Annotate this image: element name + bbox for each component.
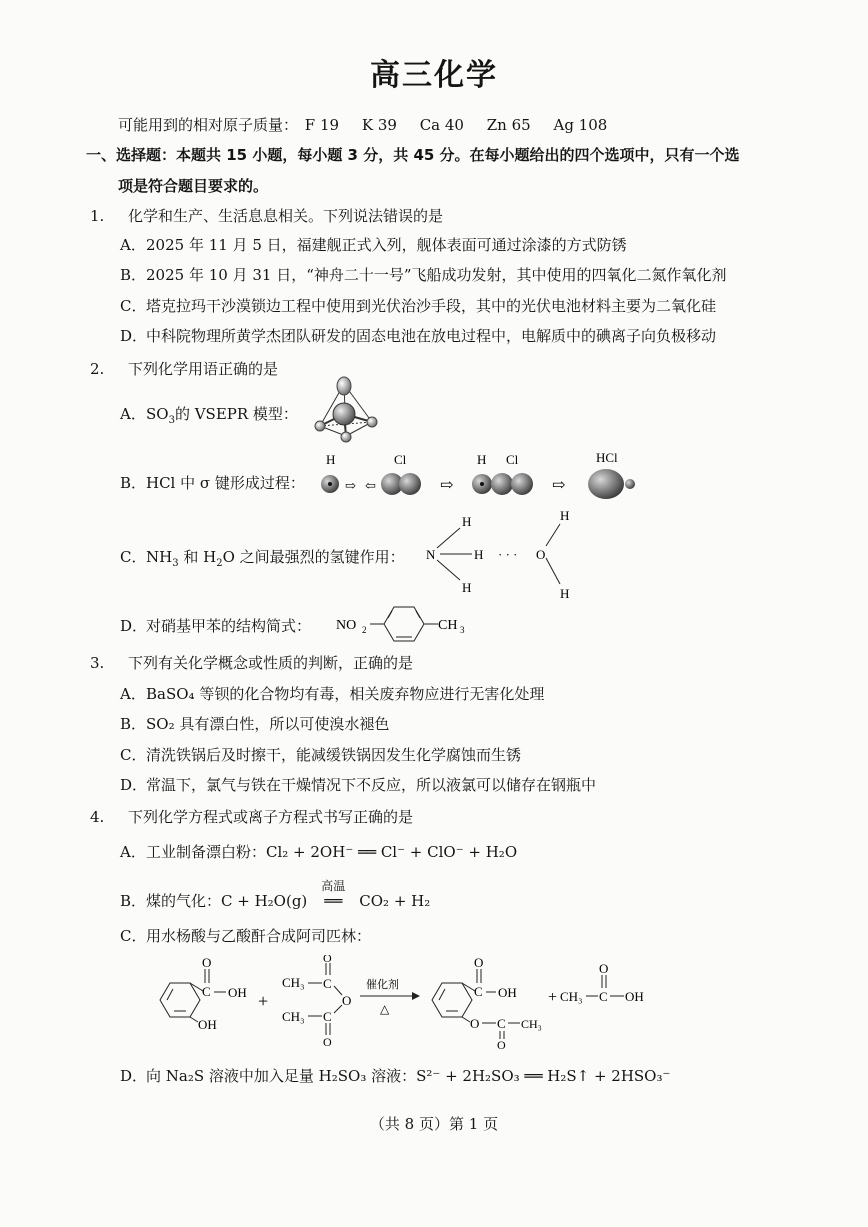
group-oh: OH — [498, 985, 517, 1000]
so3-subscript: 3 — [168, 415, 175, 426]
plus-sign: + — [258, 991, 269, 1011]
question-text: 化学和生产、生活息息相关。下列说法错误的是 — [128, 207, 444, 225]
option-text: 2025 年 11 月 5 日，福建舰正式入列，舰体表面可通过涂漆的方式防锈 — [146, 236, 627, 254]
atom-n: N — [426, 547, 436, 562]
atom-o: O — [323, 1035, 332, 1049]
atom-o: O — [474, 955, 484, 970]
option-label: D． — [120, 1067, 148, 1085]
option-text: 常温下，氯气与铁在干燥情况下不反应，所以液氯可以储存在钢瓶中 — [146, 776, 597, 794]
q1-option-d — [120, 325, 716, 346]
question-text: 下列化学方程式或离子方程式书写正确的是 — [128, 808, 414, 826]
atomic-masses — [118, 114, 625, 135]
nitrotoluene-structure — [334, 600, 474, 644]
option-label: A． — [120, 405, 146, 423]
label-h: H — [326, 452, 336, 467]
no2-group: NO — [336, 618, 357, 633]
mass-ca: Ca 40 — [419, 116, 464, 134]
sulfur-atom — [333, 403, 355, 425]
so3-formula: SO — [146, 405, 169, 423]
q2-option-a — [120, 403, 298, 426]
h2o-formula: 和 H — [178, 548, 217, 566]
svg-text:⇨: ⇨ — [345, 478, 356, 493]
option-label: B． — [120, 892, 147, 910]
q2-option-b — [120, 472, 305, 493]
label-hcl: HCl — [596, 450, 618, 465]
nh3-formula: NH — [146, 548, 173, 566]
question-2-stem — [90, 358, 278, 379]
label-cl: Cl — [394, 452, 407, 467]
hbond-dots: · · · — [498, 547, 518, 562]
q1-option-c — [120, 295, 716, 316]
page-title: 高三化学 — [370, 58, 498, 93]
option-label: B． — [120, 266, 147, 284]
atom-h: H — [462, 514, 472, 529]
atomic-masses-label: 可能用到的相对原子质量： — [118, 116, 299, 134]
q2-option-c — [120, 546, 405, 569]
option-label: B． — [120, 715, 147, 733]
option-text: 2025 年 10 月 31 日，“神舟二十一号”飞船成功发射，其中使用的四氧化二氮作氧化剂 — [146, 266, 727, 284]
option-label: A． — [120, 843, 146, 861]
sigma-bond-formation-diagram — [314, 450, 644, 502]
option-text: SO₂ 具有漂白性，所以可使溴水褪色 — [146, 715, 390, 733]
option-text: 对硝基甲苯的结构简式： — [146, 617, 312, 635]
lone-pair-lobe — [337, 377, 351, 395]
option-text: HCl 中 σ 键形成过程： — [146, 474, 305, 492]
question-text: 下列有关化学概念或性质的判断，正确的是 — [128, 654, 414, 672]
mass-zn: Zn 65 — [486, 116, 531, 134]
q1-option-a — [120, 234, 627, 255]
q4-option-d — [120, 1065, 670, 1086]
atom-c: C — [202, 984, 211, 999]
option-text: 用水杨酸与乙酸酐合成阿司匹林： — [146, 927, 372, 945]
q4-option-a — [120, 841, 517, 862]
atom-o: O — [497, 1038, 506, 1050]
svg-text:⇨: ⇨ — [552, 477, 566, 494]
subscript: 2 — [216, 558, 223, 569]
question-number: 4. — [90, 808, 105, 826]
option-label: C． — [120, 927, 147, 945]
option-text: 塔克拉玛干沙漠锁边工程中使用到光伏治沙手段，其中的光伏电池材料主要为二氧化硅 — [146, 297, 717, 315]
option-label: C． — [120, 297, 147, 315]
group-oh: OH — [228, 985, 247, 1000]
option-text: 的 VSEPR 模型： — [174, 405, 298, 423]
option-label: B． — [120, 474, 147, 492]
atom-h: H — [560, 508, 570, 523]
option-text: 工业制备漂白粉：Cl₂ + 2OH⁻ ══ Cl⁻ + ClO⁻ + H₂O — [146, 843, 518, 861]
group-ch3: CH₃ — [521, 1017, 542, 1031]
option-text: 向 Na₂S 溶液中加入足量 H₂SO₃ 溶液：S²⁻ + 2H₂SO₃ ══ H₂S↑ + 2HSO₃⁻ — [146, 1067, 671, 1085]
equals-with-condition: 高温 ══ — [307, 892, 359, 910]
group-oh: OH — [198, 1017, 217, 1032]
vsepr-model-image — [306, 374, 386, 446]
atom-c: C — [474, 984, 483, 999]
question-number: 1. — [90, 207, 105, 225]
hydrogen-bond-diagram — [420, 506, 590, 602]
page-footer: （共 8 页）第 1 页 — [369, 1115, 499, 1133]
atom-o: O — [536, 547, 546, 562]
group-ch3: CH₃ — [560, 989, 583, 1004]
question-number: 2. — [90, 360, 105, 378]
heat-label: △ — [380, 1002, 390, 1016]
atom-c: C — [497, 1016, 506, 1031]
atom-c: C — [599, 989, 608, 1004]
section-line1: 选择题：本题共 15 小题，每小题 3 分，共 45 分。在每小题给出的四个选项中，只有一个选 — [116, 146, 740, 164]
subscript: 3 — [460, 625, 465, 635]
q3-option-c — [120, 744, 521, 765]
section-number: 一、 — [86, 146, 117, 164]
option-text: BaSO₄ 等钡的化合物均有毒，相关废弃物应进行无害化处理 — [146, 685, 545, 703]
aspirin-synthesis-scheme — [150, 955, 670, 1050]
svg-text:⇦: ⇦ — [365, 478, 376, 493]
svg-text:⇨: ⇨ — [440, 477, 454, 494]
question-4-stem — [90, 806, 413, 827]
atom-o: O — [470, 1016, 480, 1031]
option-label: A． — [120, 685, 146, 703]
option-text: 清洗铁锅后及时擦干，能减缓铁锅因发生化学腐蚀而生锈 — [146, 746, 522, 764]
atom-h: H — [474, 547, 484, 562]
option-label: C． — [120, 746, 147, 764]
q2-option-d — [120, 615, 311, 636]
section-line2: 项是符合题目要求的。 — [118, 177, 269, 195]
group-oh: OH — [625, 989, 644, 1004]
question-number: 3. — [90, 654, 105, 672]
option-label: A． — [120, 236, 146, 254]
plus-sign: + — [548, 989, 558, 1006]
group-ch3: CH₃ — [282, 1009, 305, 1024]
subscript: 2 — [362, 625, 367, 635]
option-text: 煤的气化：C + H₂O(g) — [146, 892, 308, 910]
subscript: 3 — [172, 558, 179, 569]
label-h: H — [477, 452, 487, 467]
q3-option-a — [120, 683, 544, 704]
option-text-products: CO₂ + H₂ — [359, 892, 431, 910]
q3-option-b — [120, 713, 389, 734]
atom-o: O — [342, 993, 352, 1008]
label-cl: Cl — [506, 452, 519, 467]
atom-o: O — [323, 955, 332, 965]
section-header — [86, 144, 740, 165]
atom-c: C — [323, 1009, 332, 1024]
option-label: D． — [120, 327, 148, 345]
q3-option-d — [120, 774, 596, 795]
atom-h: H — [462, 580, 472, 595]
mass-k: K 39 — [361, 116, 397, 134]
question-text: 下列化学用语正确的是 — [128, 360, 279, 378]
option-label: D． — [120, 776, 148, 794]
option-text: O 之间最强烈的氢键作用： — [222, 548, 405, 566]
ch3-group: CH — [438, 618, 458, 633]
reaction-condition: 高温 — [321, 879, 346, 893]
option-text: 中科院物理所黄学杰团队研发的固态电池在放电过程中，电解质中的碘离子向负极移动 — [146, 327, 717, 345]
q4-option-c — [120, 925, 371, 946]
mass-f: F 19 — [304, 116, 340, 134]
atom-c: C — [323, 976, 332, 991]
group-ch3: CH₃ — [282, 975, 305, 990]
q4-option-b — [120, 879, 431, 911]
q1-option-b — [120, 264, 727, 285]
catalyst-label: 催化剂 — [366, 979, 399, 991]
question-3-stem — [90, 652, 413, 673]
option-label: C． — [120, 548, 147, 566]
atom-o: O — [202, 955, 212, 970]
atom-h: H — [560, 586, 570, 601]
option-label: D． — [120, 617, 148, 635]
mass-ag: Ag 108 — [553, 116, 608, 134]
question-1-stem — [90, 205, 443, 226]
atom-o: O — [599, 961, 609, 976]
